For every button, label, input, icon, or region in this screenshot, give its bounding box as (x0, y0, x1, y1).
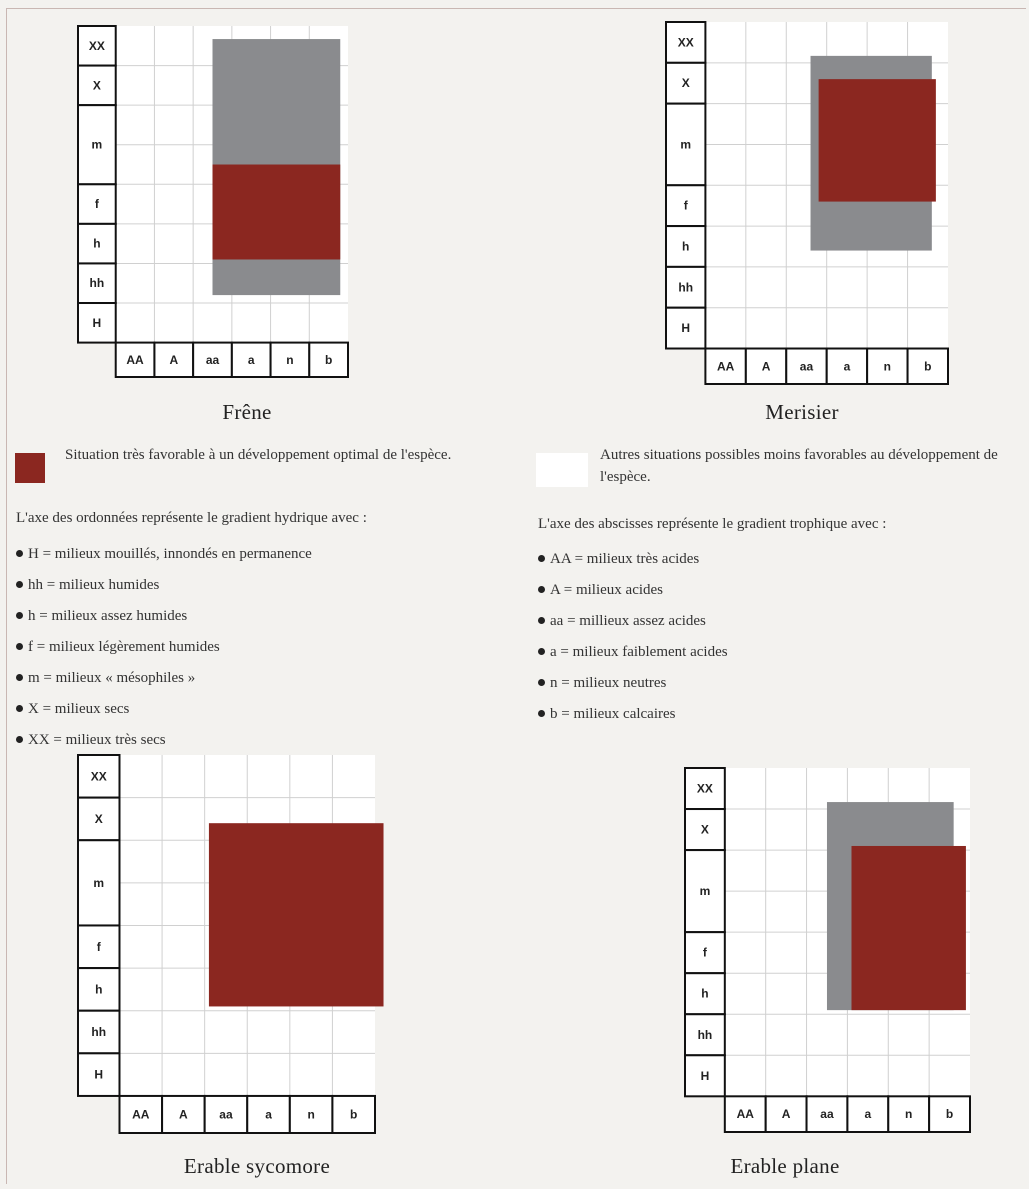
y-axis-item (16, 694, 312, 725)
bullet-icon (538, 586, 545, 593)
bullet-icon (538, 555, 545, 562)
list-item-text: h = milieux assez humides (28, 608, 188, 624)
bullet-icon (16, 643, 23, 650)
legend-text-favorable: Situation très favorable à un développement optimal de l'espèce. (65, 447, 452, 463)
diagram-caption-frene: Frêne (222, 400, 272, 424)
diagram-erable-plane (685, 768, 970, 1132)
x-axis-label: aa (205, 352, 220, 367)
y-axis-label: XX (677, 35, 694, 50)
bullet-icon (16, 674, 23, 681)
y-axis-label: X (94, 811, 103, 826)
x-axis-label: A (179, 1107, 188, 1122)
y-axis-label: m (699, 884, 711, 899)
y-axis-item (16, 539, 312, 570)
x-axis-label: aa (820, 1107, 834, 1122)
y-axis-label: H (94, 1067, 104, 1082)
list-item-text: hh = milieux humides (28, 577, 160, 593)
list-item-text: H = milieux mouillés, innondés en permanence (28, 546, 312, 562)
list-item-text: m = milieux « mésophiles » (28, 670, 196, 686)
x-axis-label: A (169, 352, 179, 367)
x-axis-label: AA (126, 352, 144, 367)
list-item-text: aa = millieux assez acides (550, 613, 706, 629)
x-axis-label: a (265, 1107, 272, 1122)
y-axis-label: XX (90, 769, 107, 784)
x-axis-label: b (945, 1107, 954, 1122)
legend-text-possible: Autres situations possibles moins favorables au développement de l'espèce. (600, 447, 998, 485)
y-axis-label: m (91, 137, 103, 152)
x-axis-item (538, 544, 728, 575)
x-axis-label: a (864, 1107, 872, 1122)
y-axis-item (16, 601, 312, 632)
y-axis-item (16, 632, 312, 663)
y-axis-label: H (92, 315, 102, 330)
bullet-icon (538, 710, 545, 717)
y-axis-label: f (96, 939, 101, 954)
bullet-icon (538, 617, 545, 624)
y-axis-item (16, 725, 312, 756)
list-item-text: b = milieux calcaires (550, 706, 676, 722)
y-axis-label: f (94, 197, 99, 212)
x-axis-label: a (843, 359, 851, 374)
x-axis-label: A (761, 359, 771, 374)
y-axis-item (16, 663, 312, 694)
x-axis-label: n (883, 359, 892, 374)
y-axis-label: XX (696, 781, 713, 796)
x-axis-label: b (324, 352, 333, 367)
bullet-icon (16, 550, 23, 557)
x-axis-label: n (905, 1107, 913, 1122)
diagram-caption-erable-sycomore: Erable sycomore (183, 1154, 331, 1178)
x-axis-item (538, 575, 728, 606)
diagram-erable-sycomore (78, 755, 375, 1133)
bullet-icon (16, 612, 23, 619)
y-axis-label: X (681, 76, 690, 91)
y-axis-label: H (700, 1068, 710, 1083)
list-item-text: X = milieux secs (28, 701, 130, 717)
legend-swatch-possible (536, 453, 588, 487)
x-axis-label: n (286, 352, 294, 367)
y-axis-label: h (93, 236, 101, 251)
list-item-text: A = milieux acides (550, 582, 664, 598)
y-axis-label: f (683, 198, 688, 213)
y-axis-label: f (702, 945, 707, 960)
bullet-icon (538, 648, 545, 655)
x-axis-label: b (924, 359, 932, 374)
zone-favorable (209, 823, 384, 1006)
x-axis-label: aa (799, 359, 814, 374)
y-axis-label: m (93, 875, 105, 890)
x-axis-item (538, 606, 728, 637)
x-axis-label: b (350, 1107, 358, 1122)
x-axis-label: AA (736, 1107, 754, 1122)
x-axis-list (538, 544, 728, 730)
y-axis-item (16, 570, 312, 601)
x-axis-item (538, 668, 728, 699)
y-axis-label: XX (88, 38, 105, 53)
y-axis-label: hh (89, 276, 105, 291)
x-axis-label: aa (219, 1107, 233, 1122)
diagram-merisier (666, 22, 948, 384)
y-axis-label: h (95, 982, 103, 997)
y-axis-label: hh (678, 280, 694, 295)
diagram-frene (78, 26, 348, 377)
legend-swatch-favorable (15, 453, 45, 483)
x-axis-label: AA (716, 359, 735, 374)
bullet-icon (538, 679, 545, 686)
x-axis-label: A (781, 1107, 791, 1122)
y-axis-label: m (680, 137, 692, 152)
y-axis-label: X (92, 78, 101, 93)
x-axis-label: n (307, 1107, 315, 1122)
list-item-text: f = milieux légèrement humides (28, 639, 220, 655)
y-axis-label: h (682, 239, 690, 254)
bullet-icon (16, 736, 23, 743)
list-item-text: n = milieux neutres (550, 675, 667, 691)
list-item-text: AA = milieux très acides (550, 551, 700, 567)
x-axis-item (538, 699, 728, 730)
diagram-caption-merisier: Merisier (765, 400, 839, 424)
x-axis-label: a (247, 352, 255, 367)
y-axis-label: H (681, 321, 691, 336)
y-axis-intro: L'axe des ordonnées représente le gradient hydrique avec : (16, 510, 367, 526)
zone-favorable (213, 165, 341, 260)
x-axis-intro: L'axe des abscisses représente le gradient trophique avec : (538, 516, 887, 532)
list-item-text: a = milieux faiblement acides (550, 644, 728, 660)
bullet-icon (16, 705, 23, 712)
y-axis-label: X (700, 822, 709, 837)
zone-favorable (819, 79, 936, 201)
y-axis-list (16, 539, 312, 756)
y-axis-label: h (701, 986, 709, 1001)
diagram-caption-erable-plane: Erable plane (730, 1154, 840, 1178)
y-axis-label: hh (91, 1025, 107, 1040)
x-axis-label: AA (132, 1107, 150, 1122)
list-item-text: XX = milieux très secs (28, 732, 166, 748)
zone-favorable (851, 846, 965, 1010)
bullet-icon (16, 581, 23, 588)
y-axis-label: hh (697, 1027, 713, 1042)
x-axis-item (538, 637, 728, 668)
